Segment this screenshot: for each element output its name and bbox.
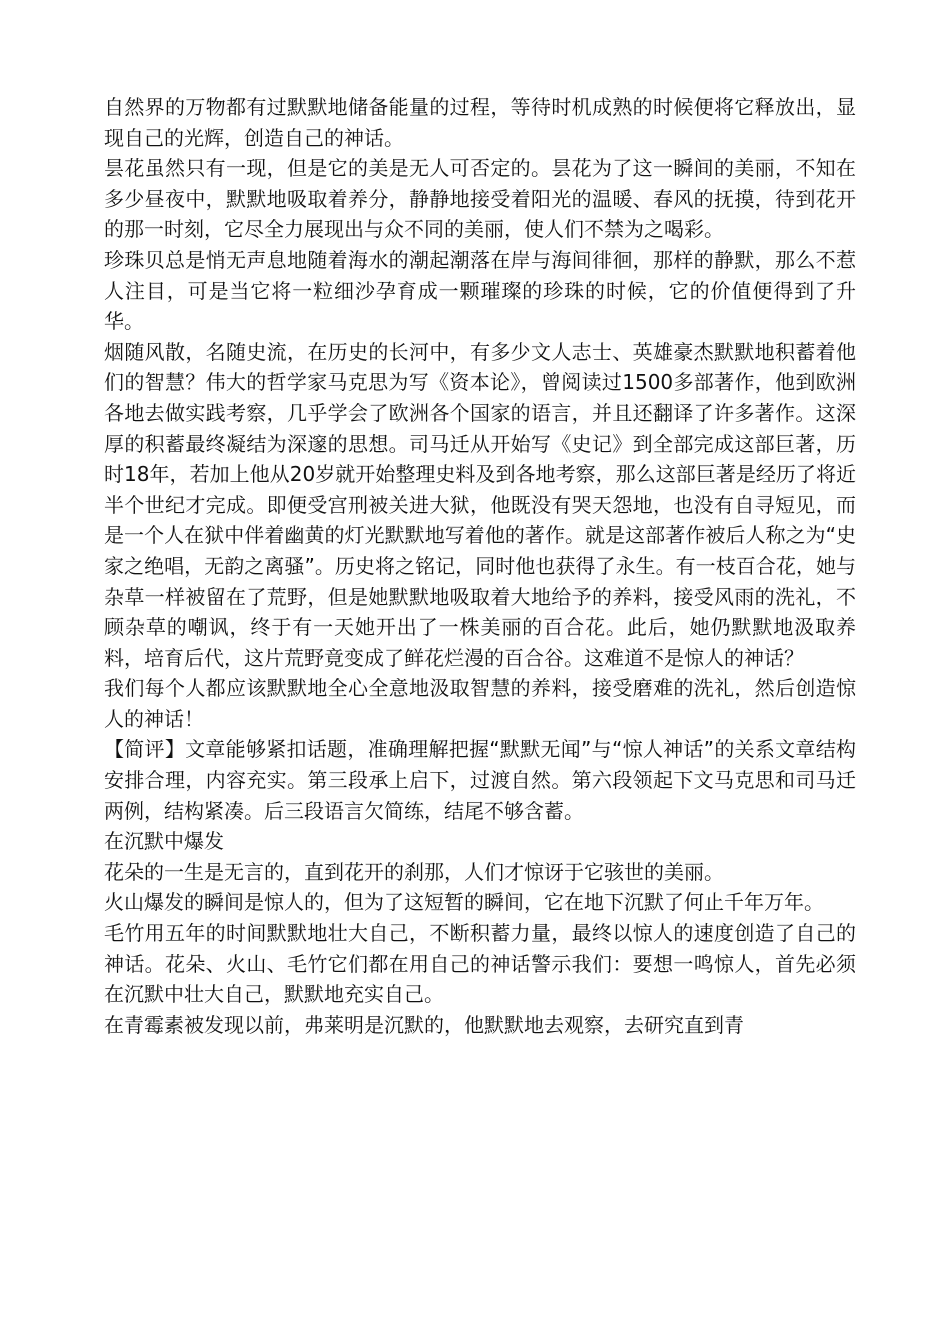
essay-title: 在沉默中爆发 [104,829,224,854]
document-page [104,92,856,1040]
paragraph-flower: 花朵的一生是无言的，直到花开的刹那，人们才惊讶于它骇世的美丽。 [104,859,724,884]
paragraph-penicillin: 在青霉素被发现以前，弗莱明是沉默的，他默默地去观察，去研究直到青 [104,1012,744,1037]
paragraph-tanhua: 昙花虽然只有一现，但是它的美是无人可否定的。昙花为了这一瞬间的美丽，不知在多少昼夜中，默默地吸取着养分，静静地接受着阳光的温暖、春风的抚摸，待到花开的那一时刻，它尽全力展现出与众不同的美丽，使人们不禁为之喝彩。 [104,156,856,242]
paragraph-intro: 自然界的万物都有过默默地储备能量的过程，等待时机成熟的时候便将它释放出，显现自己的光辉，创造自己的神话。 [104,95,856,150]
paragraph-history: 烟随风散，名随史流，在历史的长河中，有多少文人志士、英雄豪杰默默地积蓄着他们的智慧？伟大的哲学家马克思为写《资本论》，曾阅读过1500多部著作，他到欧洲各地去做实践考察，几乎学会了欧洲各个国家的语言，并且还翻译了许多著作。这深厚的积蓄最终凝结为深邃的思想。司马迁从开始写《史记》到全部完成这部巨著，历时18年，若加上他从20岁就开始整理史料及到各地考察，那么这部巨著是经历了将近半个世纪才完成。即便受宫刑被关进大狱，他既没有哭天怨地，也没有自寻短见，而是一个人在狱中伴着幽黄的灯光默默地写着他的著作。就是这部著作被后人称之为“史家之绝唱，无韵之离骚”。历史将之铭记，同时他也获得了永生。有一枝百合花，她与杂草一样被留在了荒野，但是她默默地吸取着大地给予的养料，接受风雨的洗礼，不顾杂草的嘲讽，终于有一天她开出了一株美丽的百合花。此后，她仍默默地汲取养料，培育后代，这片荒野竟变成了鲜花烂漫的百合谷。这难道不是惊人的神话？ [104,339,856,670]
paragraph-commentary: 【简评】文章能够紧扣话题，准确理解把握“默默无闻”与“惊人神话”的关系文章结构安排合理，内容充实。第三段承上启下，过渡自然。第六段领起下文马克思和司马迁两例，结构紧凑。后三段语言欠简练，结尾不够含蓄。 [104,737,856,823]
paragraph-bamboo: 毛竹用五年的时间默默地壮大自己，不断积蓄力量，最终以惊人的速度创造了自己的神话。花朵、火山、毛竹它们都在用自己的神话警示我们：要想一鸣惊人，首先必须在沉默中壮大自己，默默地充实自己。 [104,921,856,1007]
paragraph-pearl: 珍珠贝总是悄无声息地随着海水的潮起潮落在岸与海间徘徊，那样的静默，那么不惹人注目，可是当它将一粒细沙孕育成一颗璀璨的珍珠的时候，它的价值便得到了升华。 [104,247,856,334]
paragraph-conclusion: 我们每个人都应该默默地全心全意地汲取智慧的养料，接受磨难的洗礼，然后创造惊人的神话！ [104,676,856,731]
paragraph-volcano: 火山爆发的瞬间是惊人的，但为了这短暂的瞬间，它在地下沉默了何止千年万年。 [104,890,824,915]
